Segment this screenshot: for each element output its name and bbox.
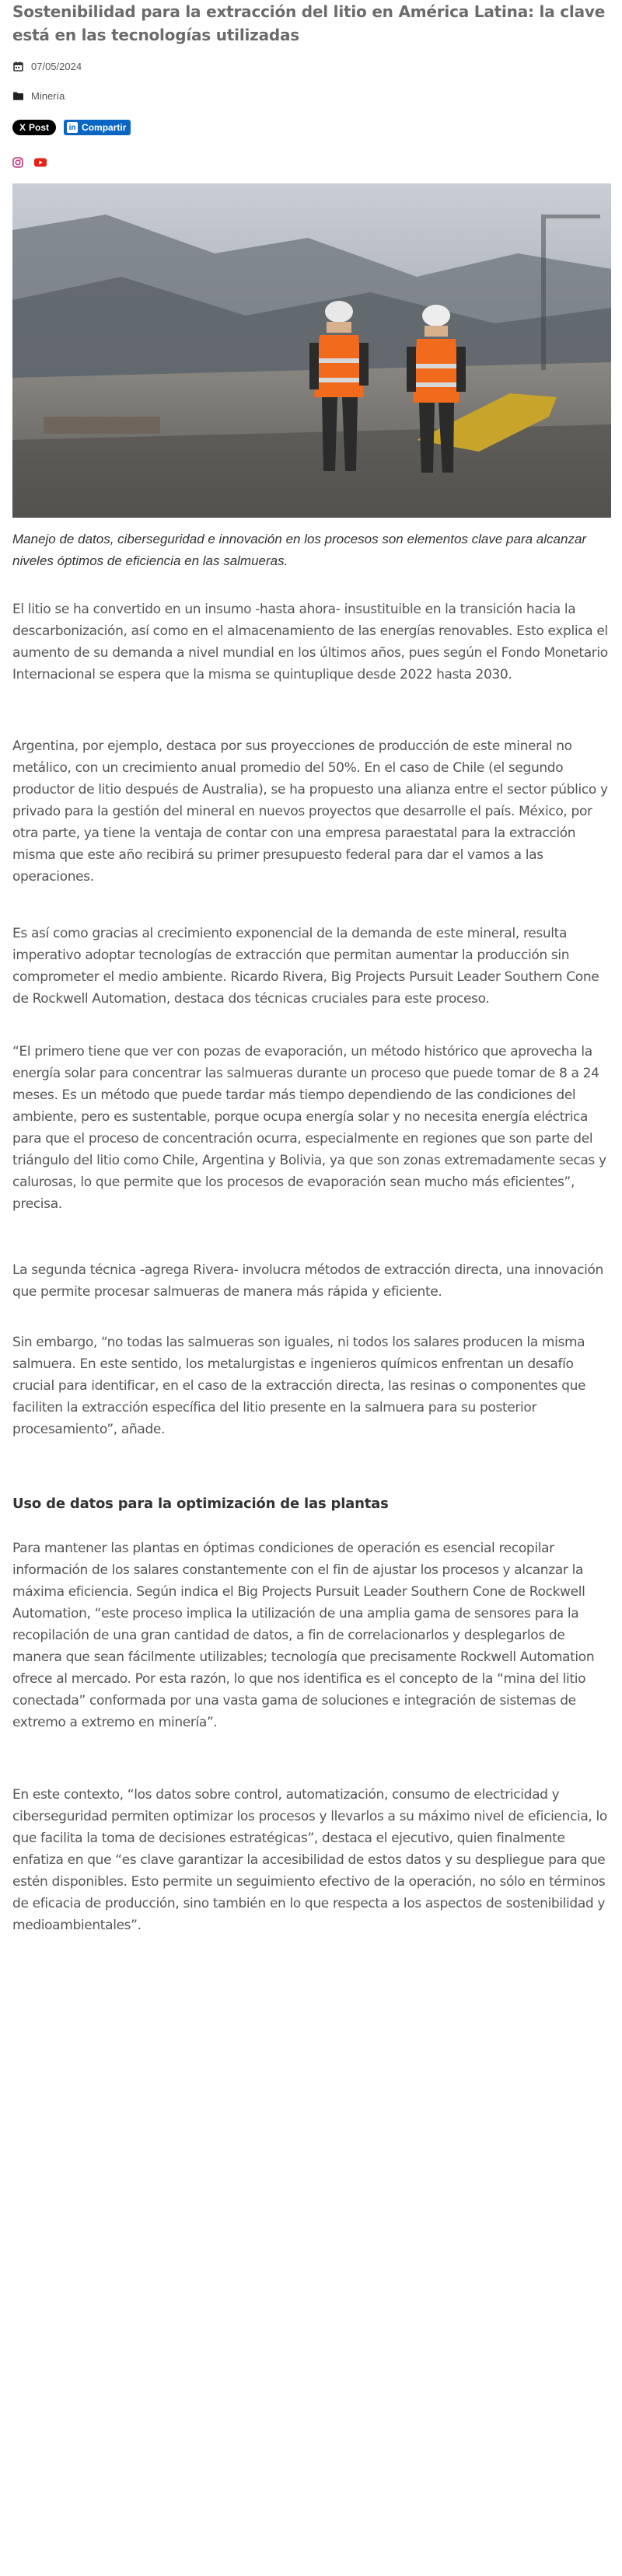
share-buttons [12,120,131,135]
paragraph: Argentina, por ejemplo, destaca por sus proyecciones de producción de este mineral no metálico, con un crecimiento anual promedio del 50%. En el caso de Chile (el segundo productor de litio después de Australia), se ha propuesto una alianza entre el sector público y privado para la gestión del mineral en nuevos proyectos que desarrolle el país. México, por otra parte, ya tiene la ventaja de contar con una empresa paraestatal para la extracción misma que este año recibirá su primer presupuesto federal para dar el vamos a las operaciones. [12,738,608,885]
paragraph: La segunda técnica -agrega Rivera- involucra métodos de extracción directa, una innovación que permite procesar salmueras de manera más rápida y eficiente. [12,1262,603,1300]
section-heading: Uso de datos para la optimización de las plantas [12,1496,389,1512]
x-post-label: Post [29,122,50,133]
linkedin-share-label: Compartir [82,122,127,133]
paragraph: “El primero tiene que ver con pozas de evaporación, un método histórico que aprovecha la energía solar para concentrar las salmueras durante un proceso que puede tomar de 8 a 24 meses. Es un método que puede tardar más tiempo dependiendo de las condiciones del ambiente, pero es sustentable, porque ocupa energía solar y no necesita energía eléctrica para que el proceso de concentración ocurra, especialmente en regiones que son parte del triángulo del litio como Chile, Argentina y Bolivia, ya que son zonas extremadamente secas y calurosas, lo que permite que los procesos de evaporación sean mucho más eficientes”, precisa. [12,1044,606,1212]
paragraph: En este contexto, “los datos sobre control, automatización, consumo de electricidad y ciberseguridad permiten optimizar los procesos y llevarlos a su máximo nivel de eficiencia, lo que facilita la toma de decisiones estratégicas”, destaca el ejecutivo, quien finalmente enfatiza en que “es clave garantizar la accesibilidad de estos datos y su despliegue para que estén disponibles. Esto permite un seguimiento efectivo de la operación, no sólo en términos de eficacia de producción, sino también en lo que respecta a los aspectos de sostenibilidad y medioambientales”. [12,1787,607,1933]
image-caption: Manejo de datos, ciberseguridad e innovación en los procesos son elementos clave para alcanzar niveles óptimos de eficiencia en las salmueras. [12,532,587,568]
paragraph: El litio se ha convertido en un insumo -hasta ahora- insustituible en la transición hacia la descarbonización, así como en el almacenamiento de las energías renovables. Esto explica el aumento de su demanda a nivel mundial en los últimos años, pues según el Fondo Monetario Internacional se espera que la misma se quintuplique desde 2022 hasta 2030. [12,602,608,682]
paragraph: Sin embargo, “no todas las salmueras son iguales, ni todos los salares producen la misma salmuera. En este sentido, los metalurgistas e ingenieros químicos enfrentan un desafío crucial para identificar, en el caso de la extracción directa, las resinas o componentes que faciliten la extracción específica del litio presente en la salmuera para su posterior procesamiento”, añade. [12,1335,586,1437]
category-link[interactable]: Minería [31,90,65,102]
calendar-icon [12,61,23,72]
x-post-button[interactable] [12,120,56,135]
folder-icon [12,91,23,102]
article-category[interactable] [12,90,65,102]
linkedin-share-button[interactable] [64,120,131,135]
article-title: Sostenibilidad para la extracción del litio en América Latina: la clave está en las tecnologías utilizadas [12,2,606,44]
youtube-icon[interactable] [34,157,47,172]
paragraph: Es así como gracias al crecimiento exponencial de la demanda de este mineral, resulta imperativo adoptar tecnologías de extracción que permitan aumentar la producción sin comprometer el medio ambiente. Ricardo Rivera, Big Projects Pursuit Leader Southern Cone de Rockwell Automation, destaca dos técnicas cruciales para este proceso. [12,926,599,1007]
article-date [12,61,82,72]
linkedin-icon: in [67,122,78,133]
article-hero-image [12,183,611,518]
date-text: 07/05/2024 [31,61,82,72]
paragraph: Para mantener las plantas en óptimas condiciones de operación es esencial recopilar información de los salares constantemente con el fin de ajustar los procesos y alcanzar la máxima eficiencia. Según indica el Big Projects Pursuit Leader Southern Cone de Rockwell Automation, “este proceso implica la utilización de una amplia gama de sensores para la recopilación de una gran cantidad de datos, a fin de correlacionarlos y desplegarlos de manera que sean fácilmente utilizables; tecnología que precisamente Rockwell Automation ofrece al mercado. Por esta razón, lo que nos identifica es el concepto de la “mina del litio conectada” conformada por una vasta gama de soluciones e integración de sistemas de extremo a extremo en minería”. [12,1541,595,1730]
instagram-icon[interactable] [12,157,23,172]
social-links [12,157,47,172]
x-logo-icon: X [19,122,26,133]
